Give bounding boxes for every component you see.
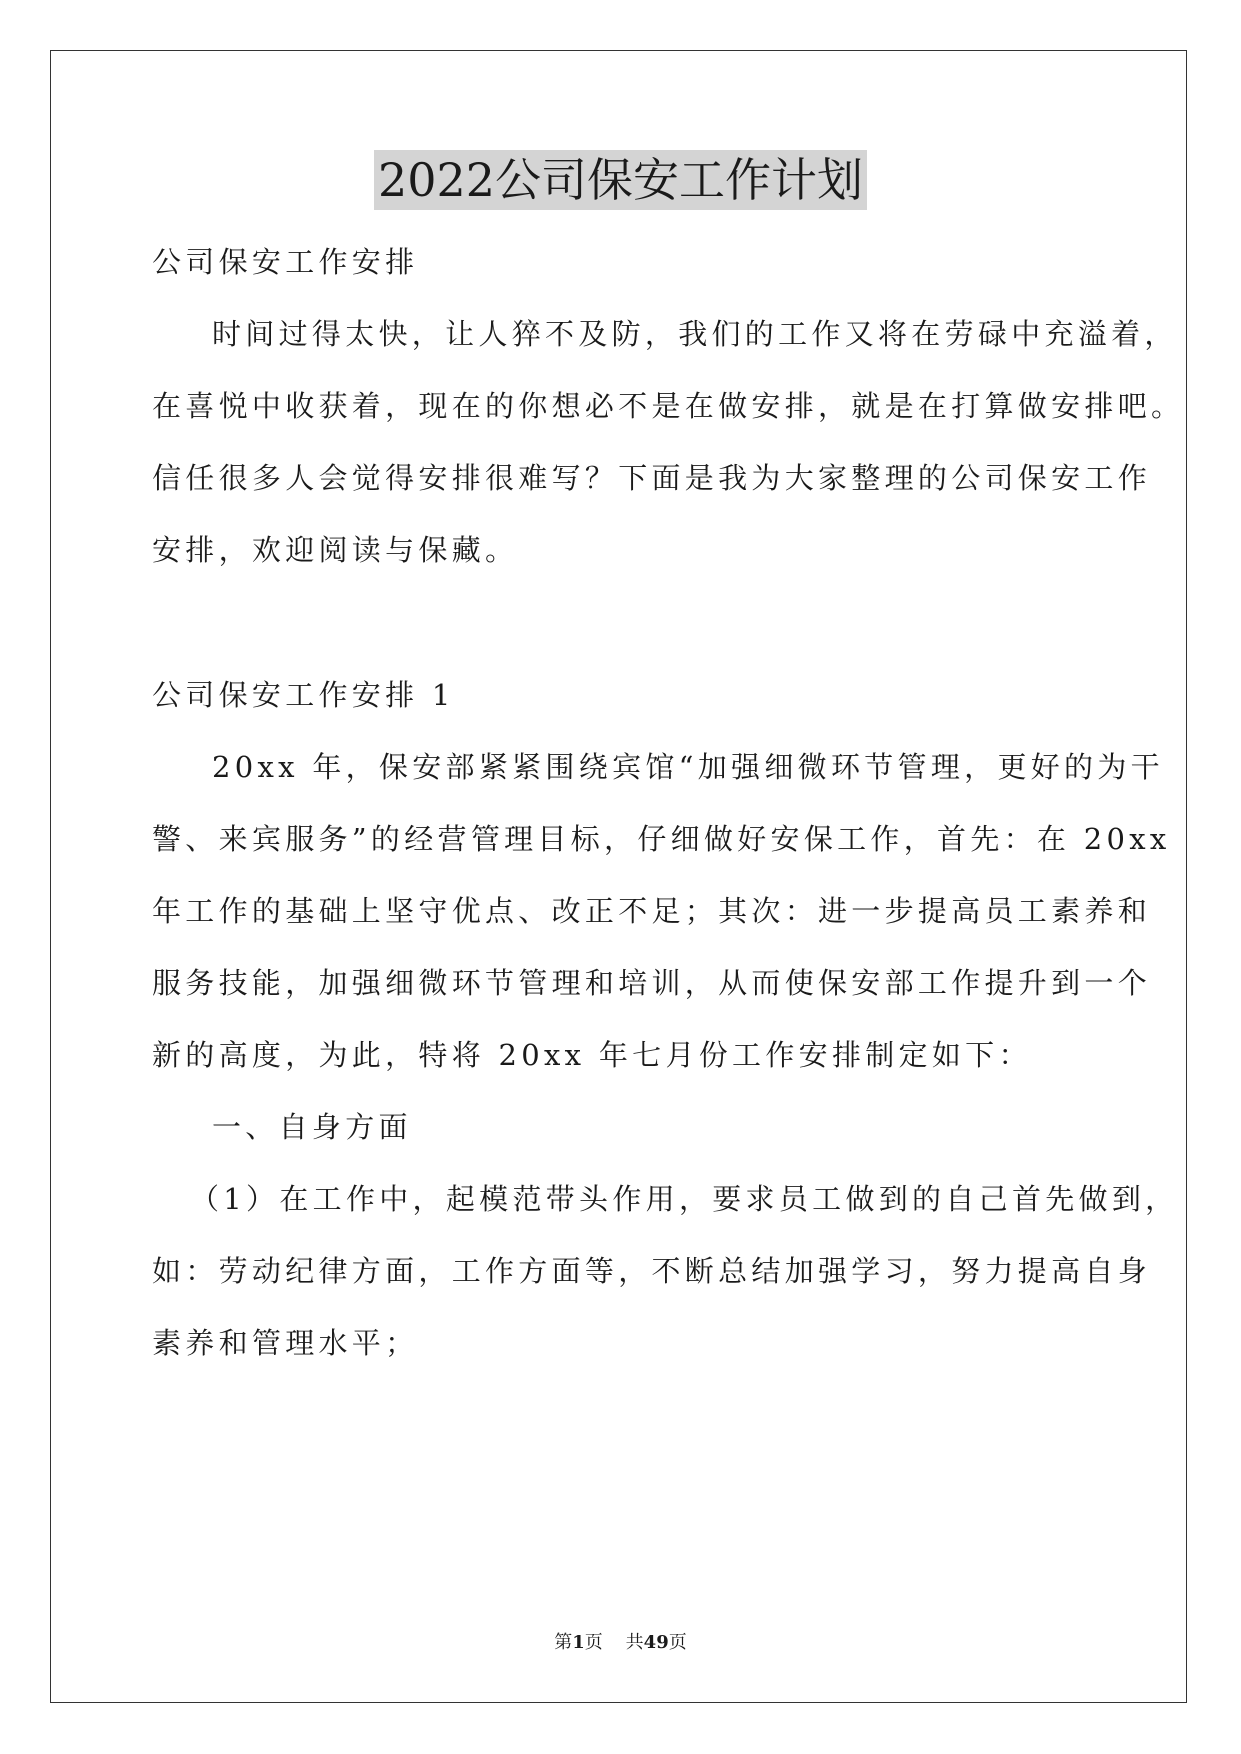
- paragraph-line: 服务技能，加强细微环节管理和培训，从而使保安部工作提升到一个: [152, 966, 1152, 1000]
- paragraph-line: 信任很多人会觉得安排很难写？下面是我为大家整理的公司保安工作: [152, 461, 1152, 495]
- document-title: 2022公司保安工作计划: [374, 150, 867, 210]
- current-page-number: 1: [572, 1632, 585, 1653]
- section-heading: 公司保安工作安排 1: [152, 678, 455, 712]
- paragraph-line: （1）在工作中，起模范带头作用，要求员工做到的自己首先做到，: [190, 1182, 1179, 1216]
- footer-suffix: 页: [668, 1632, 687, 1653]
- title-container: [0, 150, 1241, 210]
- page-border: [50, 50, 1187, 1703]
- section-heading: 公司保安工作安排: [152, 245, 419, 279]
- paragraph-line: 安排，欢迎阅读与保藏。: [152, 533, 519, 567]
- subsection-heading: 一、自身方面: [212, 1110, 412, 1144]
- paragraph-line: 警、来宾服务”的经营管理目标，仔细做好安保工作，首先：在 20xx: [152, 822, 1171, 856]
- paragraph-line: 20xx 年，保安部紧紧围绕宾馆“加强细微环节管理，更好的为干: [212, 750, 1164, 784]
- paragraph-line: 年工作的基础上坚守优点、改正不足；其次：进一步提高员工素养和: [152, 894, 1152, 928]
- paragraph-line: 素养和管理水平；: [152, 1326, 419, 1360]
- paragraph-line: 新的高度，为此，特将 20xx 年七月份工作安排制定如下：: [152, 1038, 1032, 1072]
- footer-prefix: 第: [554, 1632, 573, 1653]
- footer-middle: 页 共: [584, 1632, 644, 1653]
- paragraph-line: 时间过得太快，让人猝不及防，我们的工作又将在劳碌中充溢着，: [212, 317, 1178, 351]
- paragraph-line: 在喜悦中收获着，现在的你想必不是在做安排，就是在打算做安排吧。: [152, 389, 1185, 423]
- paragraph-line: 如：劳动纪律方面，工作方面等，不断总结加强学习，努力提高自身: [152, 1254, 1152, 1288]
- page-footer: [0, 1628, 1241, 1654]
- total-page-count: 49: [643, 1632, 669, 1653]
